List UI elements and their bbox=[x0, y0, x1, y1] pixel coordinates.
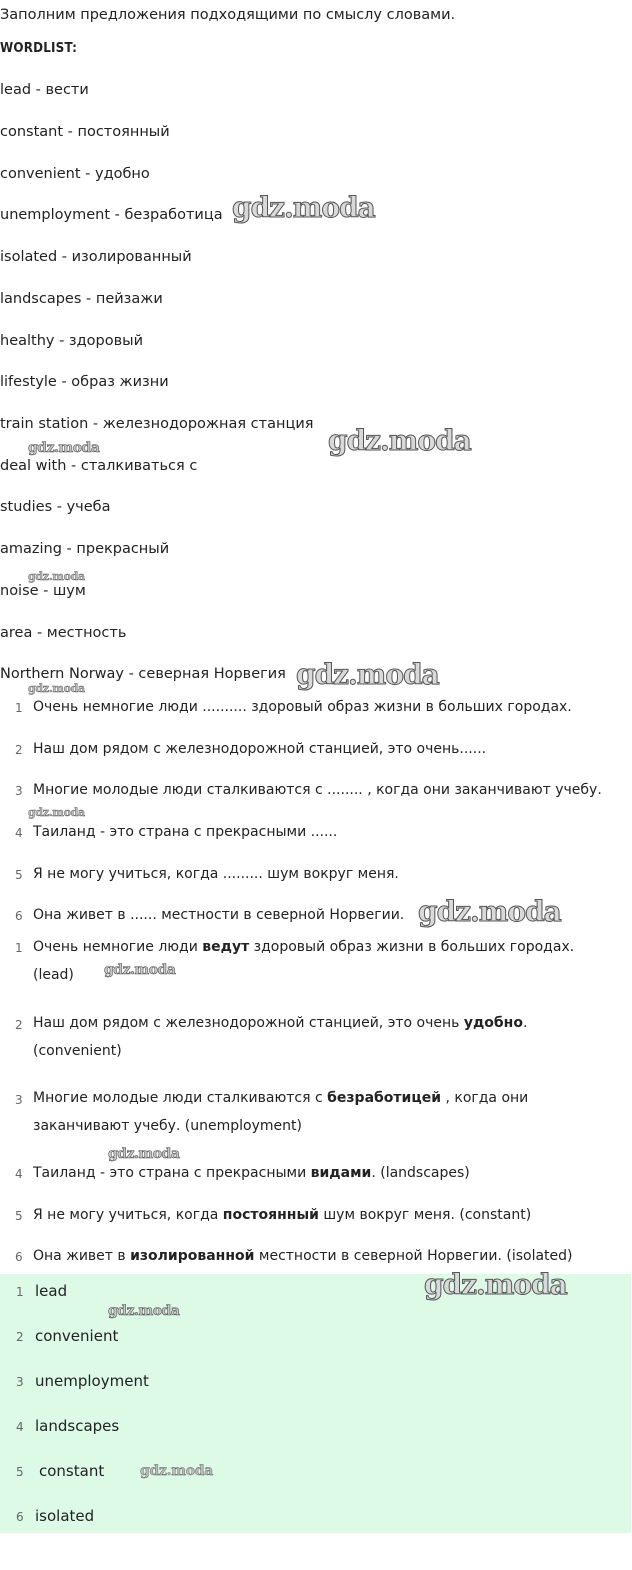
wordlist-item: isolated - изолированный bbox=[0, 249, 192, 265]
answer-text: местности в северной Норвегии. (isolated) bbox=[254, 1248, 573, 1264]
answer-text: Наш дом рядом с железнодорожной станцией, это очень bbox=[33, 1015, 464, 1031]
answer-text: Многие молодые люди сталкиваются с bbox=[33, 1090, 328, 1106]
answer-hint: (lead) bbox=[33, 967, 74, 983]
watermark: gdz.moda bbox=[28, 440, 100, 456]
answer-word: безработицей bbox=[327, 1090, 442, 1106]
exercise-sentence: Я не могу учиться, когда ......... шум вокруг меня. bbox=[33, 866, 399, 882]
wordlist-item: healthy - здоровый bbox=[0, 333, 144, 349]
watermark: gdz.moda bbox=[28, 570, 85, 583]
answer-number: 4 bbox=[15, 1167, 23, 1181]
exercise-number: 6 bbox=[15, 909, 23, 923]
watermark: gdz.moda bbox=[108, 1303, 180, 1319]
answer-sentence bbox=[33, 1090, 528, 1134]
wordlist-item: amazing - прекрасный bbox=[0, 541, 170, 557]
answer-number: 6 bbox=[15, 1250, 23, 1264]
watermark: gdz.moda bbox=[232, 191, 375, 224]
watermark: gdz.moda bbox=[296, 658, 439, 691]
wordlist-item: constant - постоянный bbox=[0, 124, 170, 140]
wordlist-item: convenient - удобно bbox=[0, 166, 150, 182]
answer-number: 3 bbox=[15, 1093, 23, 1107]
exercise-sentence: Многие молодые люди сталкиваются с ........ , когда они заканчивают учебу. bbox=[33, 782, 602, 798]
exercise-sentence: Очень немногие люди .......... здоровый образ жизни в больших городах. bbox=[33, 699, 572, 715]
exercise-number: 1 bbox=[15, 701, 23, 715]
answer-word: изолированной bbox=[130, 1248, 255, 1264]
wordlist-heading: WORDLIST: bbox=[0, 41, 78, 56]
short-answer-word: lead bbox=[35, 1282, 68, 1300]
intro-text: Заполним предложения подходящими по смыслу словами. bbox=[0, 7, 456, 23]
short-answer-number: 3 bbox=[16, 1375, 24, 1389]
answer-number: 2 bbox=[15, 1018, 23, 1032]
watermark: gdz.moda bbox=[108, 1146, 180, 1162]
wordlist-item: noise - шум bbox=[0, 583, 86, 599]
answer-text: . (landscapes) bbox=[371, 1165, 470, 1181]
answer-word: видами bbox=[310, 1165, 372, 1181]
answer-text: , когда они bbox=[441, 1090, 529, 1106]
wordlist-item: deal with - сталкиваться с bbox=[0, 458, 198, 474]
wordlist-item: area - местность bbox=[0, 625, 127, 641]
wordlist-item: Northern Norway - северная Норвегия bbox=[0, 666, 286, 682]
answer-number: 1 bbox=[15, 941, 23, 955]
answer-text: здоровый образ жизни в больших городах. bbox=[249, 939, 575, 955]
answer-sentence bbox=[33, 1015, 527, 1059]
exercise-number: 5 bbox=[15, 868, 23, 882]
short-answer-word: convenient bbox=[35, 1327, 119, 1345]
answer-word: удобно bbox=[463, 1015, 523, 1031]
answer-sentence bbox=[33, 1165, 470, 1181]
wordlist-item: lifestyle - образ жизни bbox=[0, 374, 169, 390]
short-answer-word: constant bbox=[39, 1462, 105, 1480]
watermark: gdz.moda bbox=[104, 962, 176, 978]
short-answer-number: 5 bbox=[16, 1465, 24, 1479]
answer-text: Таиланд - это страна с прекрасными bbox=[33, 1165, 311, 1181]
wordlist-item: lead - вести bbox=[0, 82, 89, 98]
short-answer-word: landscapes bbox=[35, 1417, 120, 1435]
wordlist-item: train station - железнодорожная станция bbox=[0, 416, 314, 432]
short-answer-word: unemployment bbox=[35, 1372, 149, 1390]
answer-sentence bbox=[33, 1207, 531, 1223]
answer-word: постоянный bbox=[222, 1207, 319, 1223]
answer-text: Я не могу учиться, когда bbox=[33, 1207, 223, 1223]
wordlist-item: studies - учеба bbox=[0, 499, 111, 515]
short-answer-number: 6 bbox=[16, 1510, 24, 1524]
wordlist-item: landscapes - пейзажи bbox=[0, 291, 163, 307]
watermark: gdz.moda bbox=[140, 1463, 214, 1479]
exercise-number: 4 bbox=[15, 826, 23, 840]
watermark: gdz.moda bbox=[28, 682, 85, 695]
answer-hint: (convenient) bbox=[33, 1043, 122, 1059]
short-answers-panel bbox=[0, 1274, 631, 1533]
watermark: gdz.moda bbox=[28, 806, 85, 819]
short-answer-number: 1 bbox=[16, 1285, 24, 1299]
watermark: gdz.moda bbox=[418, 895, 561, 928]
wordlist-item: unemployment - безработица bbox=[0, 207, 223, 223]
watermark: gdz.moda bbox=[328, 424, 471, 457]
answer-number: 5 bbox=[15, 1209, 23, 1223]
answer-hint: заканчивают учебу. (unemployment) bbox=[33, 1118, 302, 1134]
exercise-sentence: Таиланд - это страна с прекрасными ...... bbox=[33, 824, 338, 840]
exercise-number: 3 bbox=[15, 784, 23, 798]
answer-sentence bbox=[33, 1248, 573, 1264]
short-answer-number: 4 bbox=[16, 1420, 24, 1434]
answer-text: Очень немногие люди bbox=[33, 939, 203, 955]
exercise-sentence: Она живет в ...... местности в северной Норвегии. bbox=[33, 907, 405, 923]
answer-text: . bbox=[522, 1015, 528, 1031]
answer-text: Она живет в bbox=[33, 1248, 131, 1264]
watermark: gdz.moda bbox=[424, 1268, 567, 1301]
answer-text: шум вокруг меня. (constant) bbox=[318, 1207, 532, 1223]
exercise-number: 2 bbox=[15, 743, 23, 757]
exercise-sentence: Наш дом рядом с железнодорожной станцией, это очень...... bbox=[33, 741, 487, 757]
answer-word: ведут bbox=[202, 939, 250, 955]
short-answer-word: isolated bbox=[35, 1507, 95, 1525]
short-answer-number: 2 bbox=[16, 1330, 24, 1344]
